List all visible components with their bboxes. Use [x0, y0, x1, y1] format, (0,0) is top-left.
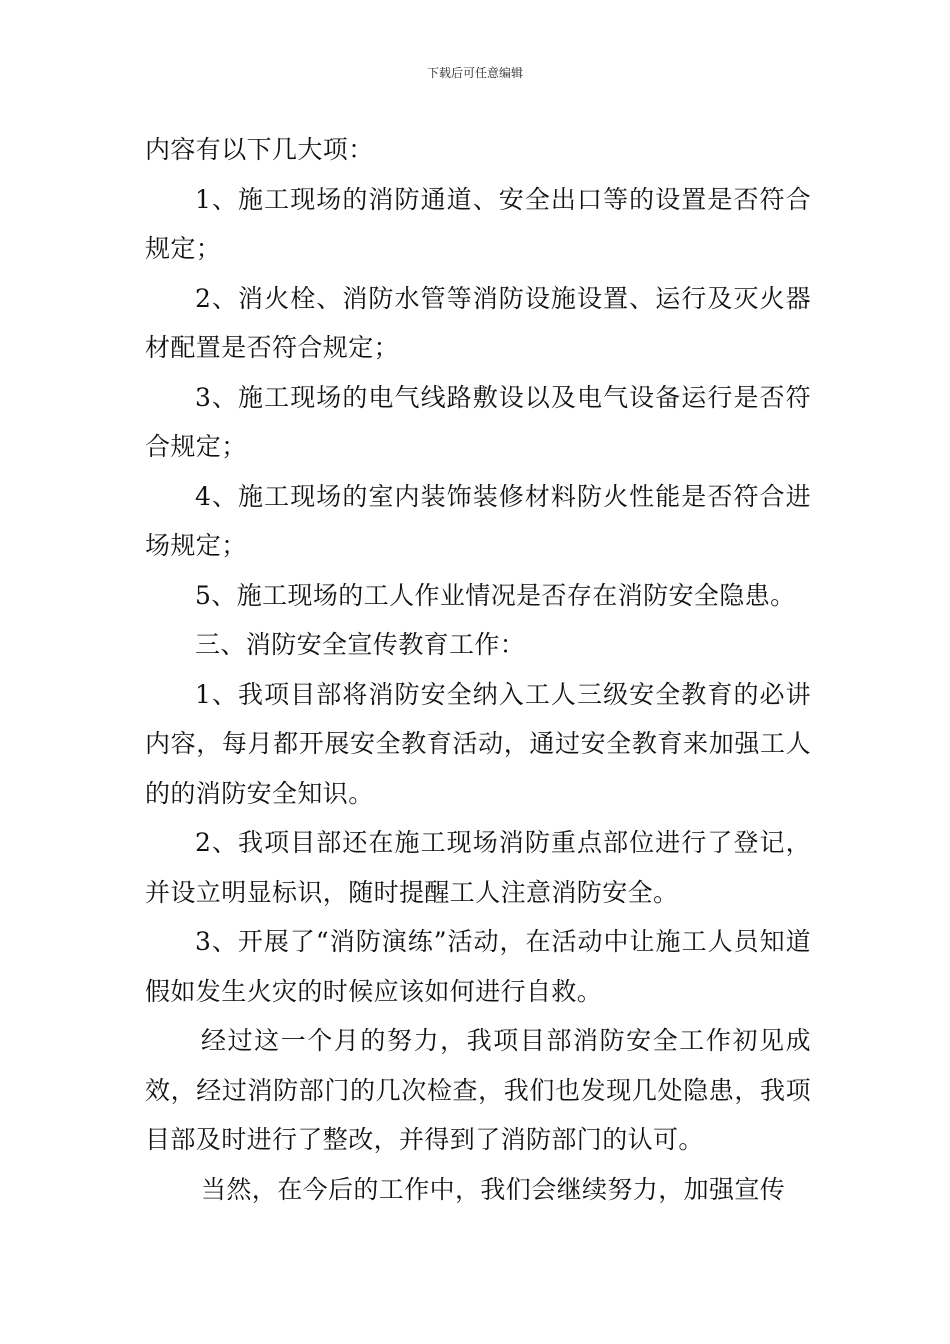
- paragraph-intro: 内容有以下几大项：: [145, 135, 374, 164]
- paragraph-item-1: 1、施工现场的消防通道、安全出口等的设置是否符合规定；: [145, 184, 811, 263]
- paragraph-closing: 当然，在今后的工作中，我们会继续努力，加强宣传: [201, 1174, 786, 1204]
- document-body: [145, 125, 811, 1214]
- paragraph-item-3: 3、施工现场的电气线路敷设以及电气设备运行是否符合规定；: [145, 382, 811, 461]
- paragraph-education-2: 2、我项目部还在施工现场消防重点部位进行了登记，并设立明显标识，随时提醒工人注意消防安全。: [145, 828, 811, 907]
- paragraph-summary: 经过这一个月的努力，我项目部消防安全工作初见成效，经过消防部门的几次检查，我们也发现几处隐患，我项目部及时进行了整改，并得到了消防部门的认可。: [145, 1026, 811, 1154]
- paragraph-education-3: 3、开展了“消防演练”活动，在活动中让施工人员知道假如发生火灾的时候应该如何进行自救。: [145, 927, 811, 1006]
- paragraph-item-4: 4、施工现场的室内装饰装修材料防火性能是否符合进场规定；: [145, 481, 811, 560]
- paragraph-item-5: 5、施工现场的工人作业情况是否存在消防安全隐患。: [195, 580, 796, 610]
- paragraph-item-2: 2、消火栓、消防水管等消防设施设置、运行及灭火器材配置是否符合规定；: [145, 283, 811, 362]
- section-heading-education: 三、消防安全宣传教育工作：: [195, 630, 526, 659]
- page-header: 下载后可任意编辑: [426, 66, 523, 80]
- paragraph-education-1: 1、我项目部将消防安全纳入工人三级安全教育的必讲内容，每月都开展安全教育活动，通过安全教育来加强工人的的消防安全知识。: [145, 679, 811, 808]
